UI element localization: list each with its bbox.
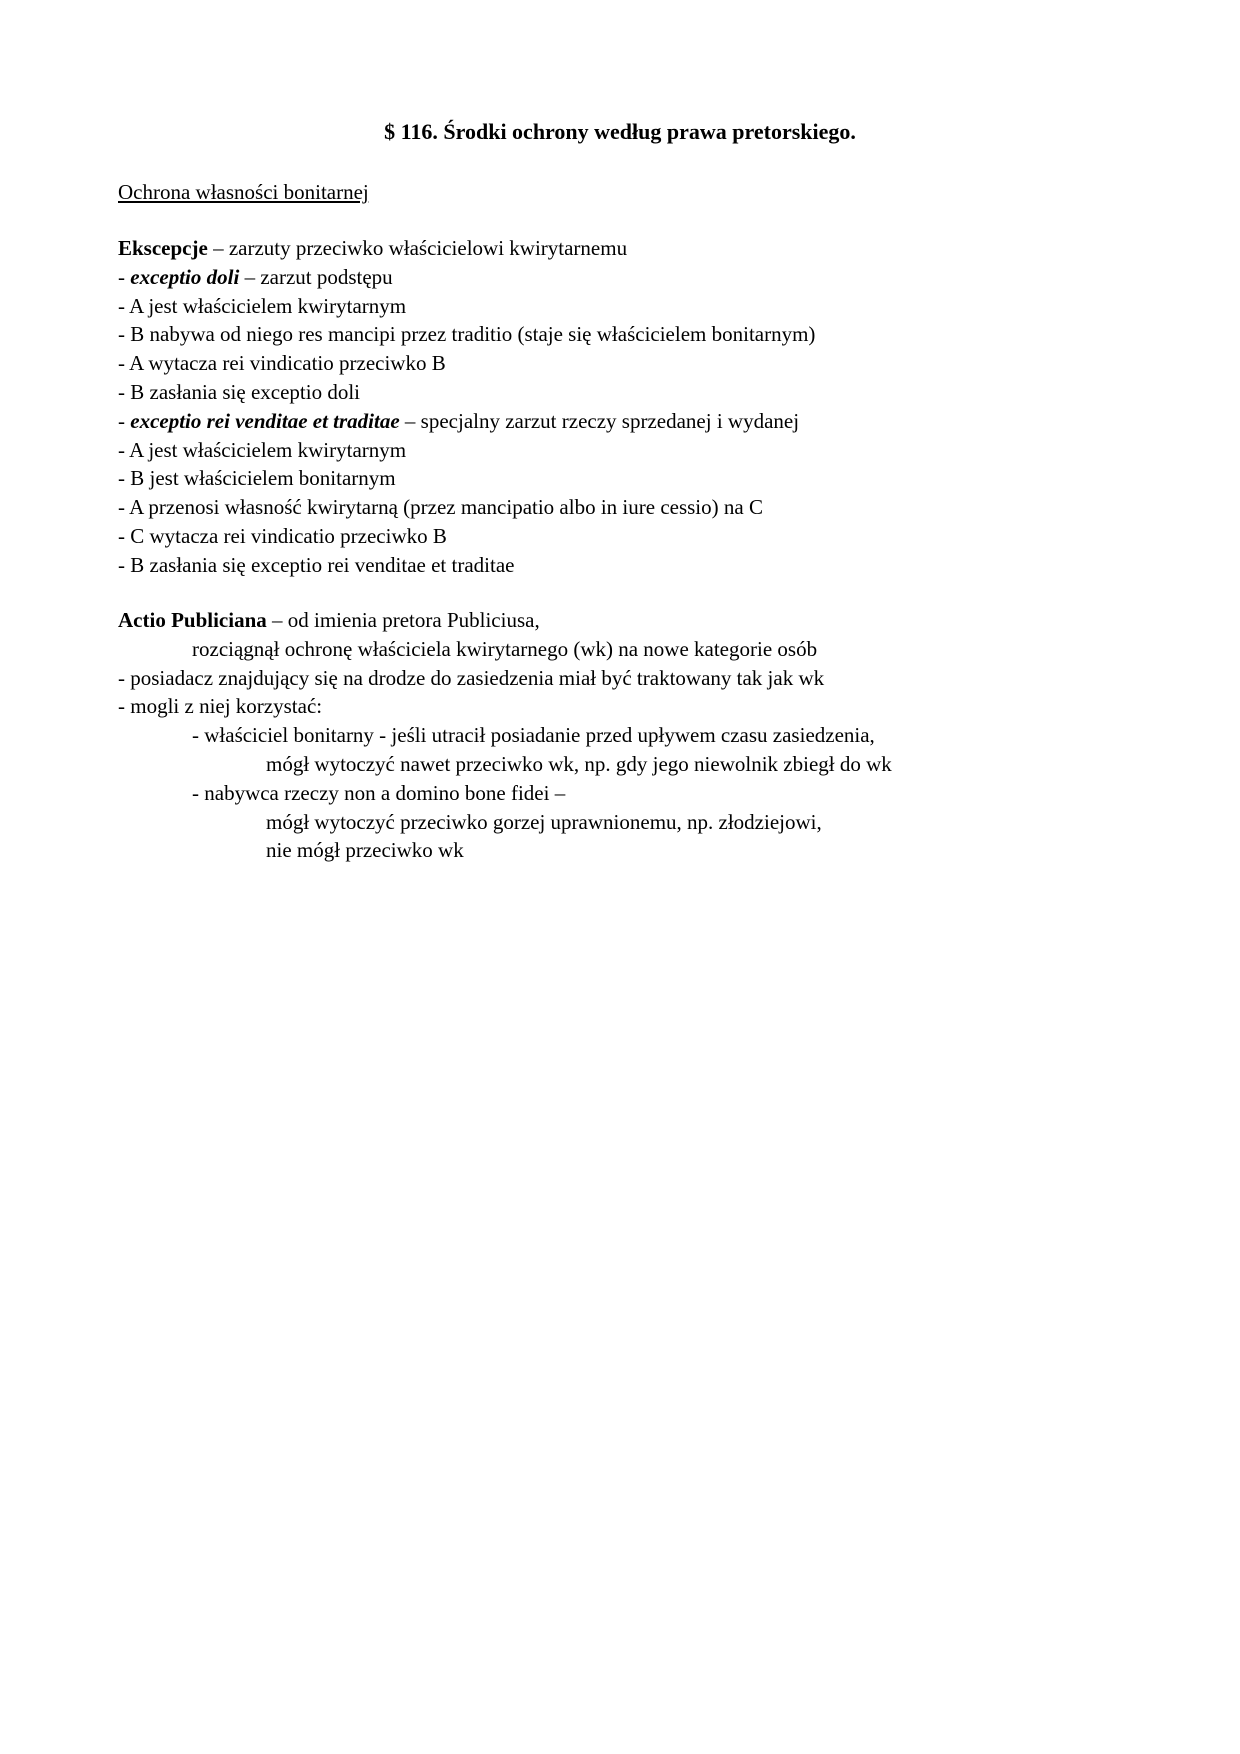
page-title: $ 116. Środki ochrony według prawa pretorskiego. bbox=[384, 119, 856, 144]
actio-heading-line bbox=[118, 606, 892, 635]
exceptio-doli-term: exceptio doli bbox=[130, 264, 240, 289]
sub-list-continuation: nie mógł przeciwko wk bbox=[266, 838, 464, 863]
sub-list-item: - nabywca rzeczy non a domino bone fidei – bbox=[192, 780, 566, 805]
list-item: - A jest właścicielem kwirytarnym bbox=[118, 437, 407, 462]
exceptions-heading-rest: – zarzuty przeciwko właścicielowi kwirytarnemu bbox=[207, 236, 628, 260]
actio-publiciana-section bbox=[118, 606, 892, 865]
list-item: - posiadacz znajdujący się na drodze do zasiedzenia miał być traktowany tak jak wk bbox=[118, 665, 825, 690]
exceptio-doli-definition: – zarzut podstępu bbox=[239, 264, 393, 289]
exceptions-section bbox=[118, 234, 815, 580]
list-item: - mogli z niej korzystać: bbox=[118, 694, 323, 719]
section-subtitle: Ochrona własności bonitarnej bbox=[118, 180, 369, 204]
list-item: - B nabywa od niego res mancipi przez traditio (staje się właścicielem bonitarnym) bbox=[118, 322, 816, 347]
exceptio-rvt-line bbox=[118, 407, 815, 436]
exceptio-doli-line bbox=[118, 263, 815, 292]
exceptio-rvt-definition: – specjalny zarzut rzeczy sprzedanej i wydanej bbox=[399, 408, 800, 433]
exceptions-heading: Ekscepcje bbox=[118, 236, 208, 260]
sub-list-item: - właściciel bonitarny - jeśli utracił posiadanie przed upływem czasu zasiedzenia, bbox=[192, 723, 875, 748]
list-item: - A jest właścicielem kwirytarnym bbox=[118, 293, 407, 318]
list-item: - A wytacza rei vindicatio przeciwko B bbox=[118, 351, 446, 376]
sub-list-continuation: mógł wytoczyć nawet przeciwko wk, np. gdy jego niewolnik zbiegł do wk bbox=[266, 751, 892, 776]
actio-heading: Actio Publiciana bbox=[118, 608, 267, 632]
actio-heading-rest: – od imienia pretora Publiciusa, bbox=[266, 608, 540, 632]
list-dash: - bbox=[118, 264, 131, 289]
list-item: - B zasłania się exceptio doli bbox=[118, 379, 361, 404]
list-item: - B jest właścicielem bonitarnym bbox=[118, 466, 396, 491]
sub-list-continuation: mógł wytoczyć przeciwko gorzej uprawnionemu, np. złodziejowi, bbox=[266, 809, 822, 834]
list-dash: - bbox=[118, 408, 131, 433]
list-item: - B zasłania się exceptio rei venditae et traditae bbox=[118, 552, 515, 577]
exceptio-rvt-term: exceptio rei venditae et traditae bbox=[130, 408, 400, 433]
list-item: - A przenosi własność kwirytarną (przez mancipatio albo in iure cessio) na C bbox=[118, 495, 763, 520]
list-item: - C wytacza rei vindicatio przeciwko B bbox=[118, 523, 447, 548]
exceptions-heading-line bbox=[118, 234, 815, 263]
actio-continuation: rozciągnął ochronę właściciela kwirytarnego (wk) na nowe kategorie osób bbox=[192, 636, 818, 661]
